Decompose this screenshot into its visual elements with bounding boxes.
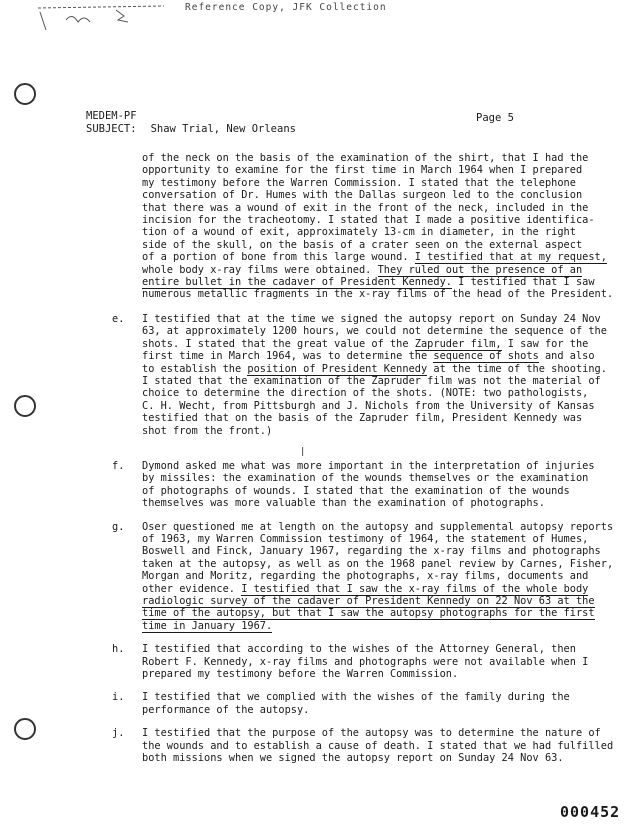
text-line: 63, at approximately 1200 hours, we could not determine the sequence of the — [142, 325, 607, 338]
text-line: radiologic survey of the cadaver of President Kennedy on 22 Nov 63 at the — [142, 595, 595, 607]
page-number: Page 5 — [476, 112, 514, 124]
text-line: first time in March 1964, was to determine the sequence of shots and also — [142, 350, 595, 363]
document-number: 000452 — [560, 803, 621, 821]
stray-mark — [86, 448, 622, 460]
item-letter: j. — [112, 727, 125, 740]
text-line: I testified that according to the wishes of the Attorney General, then — [142, 643, 576, 656]
item-letter: e. — [112, 312, 125, 325]
testimony-item — [86, 313, 622, 437]
text-line: choice to determine the direction of the shots. (NOTE: two pathologists, — [142, 387, 589, 400]
text-line: I stated that the examination of the Zapruder film was not the material of — [142, 374, 601, 387]
text-line: shots. I stated that the great value of the Zapruder film, I saw for the — [142, 337, 589, 350]
handwritten-marks — [36, 0, 166, 40]
header-stamp: Reference Copy, JFK Collection — [185, 2, 387, 13]
text-line: Morgan and Moritz, regarding the photographs, x-ray films, documents and — [142, 570, 589, 583]
text-line: to establish the position of President Kennedy at the time of the shooting. — [142, 362, 607, 375]
item-letter: f. — [112, 459, 125, 472]
binder-hole — [14, 718, 36, 740]
text-line: of 1963, my Warren Commission testimony of 1964, the statement of Humes, — [142, 532, 589, 545]
text-line: by missiles: the examination of the wounds themselves or the examination — [142, 472, 589, 485]
testimony-item — [86, 727, 622, 764]
memo-id: MEDEM-PF — [86, 110, 137, 122]
subject-value: Shaw Trial, New Orleans — [150, 123, 296, 135]
item-letter: h. — [112, 643, 125, 656]
memo-header — [86, 110, 296, 136]
item-letter: g. — [112, 520, 125, 533]
text-line: taken at the autopsy, as well as on the 1968 panel review by Carnes, Fisher, — [142, 557, 614, 570]
text-line: whole body x-ray films were obtained. They ruled out the presence of an — [142, 263, 583, 276]
text-line: time of the autopsy, but that I saw the autopsy photographs for the first — [142, 607, 595, 620]
text-line: I testified that at the time we signed the autopsy report on Sunday 24 Nov — [142, 312, 601, 325]
text-line: both missions when we signed the autopsy report on Sunday 24 Nov 63. — [142, 752, 564, 765]
text-line: Dymond asked me what was more important in the interpretation of injuries — [142, 459, 595, 472]
text-line: the wounds and to establish a cause of death. I stated that we had fulfilled — [142, 739, 614, 752]
text-line: Oser questioned me at length on the autopsy and supplemental autopsy reports — [142, 520, 614, 533]
text-line: prepared my testimony before the Warren Commission. — [142, 668, 459, 681]
text-line: performance of the autopsy. — [142, 703, 310, 716]
text-line: of the neck on the basis of the examination of the shirt, that I had the — [142, 152, 589, 164]
testimony-item — [86, 460, 622, 510]
item-letter: i. — [112, 691, 125, 704]
text-line: opportunity to examine for the first time in March 1964 when I prepared — [142, 164, 583, 177]
text-line: themselves was more valuable than the examination of photographs. — [142, 497, 545, 510]
testimony-item — [86, 691, 622, 716]
text-line: I testified that we complied with the wishes of the family during the — [142, 691, 570, 704]
text-line: tion of a wound of exit, approximately 13-cm in diameter, in the right — [142, 226, 576, 239]
text-line: numerous metallic fragments in the x-ray films of the head of the President. — [142, 288, 614, 301]
text-line: incision for the tracheotomy. I stated that I made a positive identifica- — [142, 214, 595, 227]
text-line: my testimony before the Warren Commission. I stated that the telephone — [142, 176, 576, 189]
text-line: entire bullet in the cadaver of President Kennedy. I testified that I saw — [142, 276, 595, 289]
stray-mark-glyph: | — [300, 446, 306, 457]
binder-hole — [14, 395, 36, 417]
text-line: Boswell and Finck, January 1967, regarding the x-ray films and photographs — [142, 545, 601, 558]
text-line: that there was a wound of exit in the front of the neck, included in the — [142, 201, 589, 214]
text-line: conversation of Dr. Humes with the Dallas surgeon led to the conclusion — [142, 189, 583, 202]
text-line: Robert F. Kennedy, x-ray films and photographs were not available when I — [142, 655, 589, 668]
text-line: of a portion of bone from this large wound. I testified that at my request, — [142, 251, 607, 264]
text-line: of photographs of wounds. I stated that the examination of the wounds — [142, 484, 570, 497]
text-line: shot from the front.) — [142, 424, 273, 437]
text-line: testified that on the basis of the Zapruder film, President Kennedy was — [142, 412, 583, 425]
text-line: C. H. Wecht, from Pittsburgh and J. Nichols from the University of Kansas — [142, 399, 595, 412]
memo-subject-line — [86, 123, 296, 136]
continuation-paragraph — [86, 152, 622, 301]
testimony-item — [86, 643, 622, 680]
testimony-item — [86, 521, 622, 633]
text-line: other evidence. I testified that I saw the x-ray films of the whole body — [142, 582, 589, 595]
text-line: side of the skull, on the basis of a crater seen on the external aspect — [142, 238, 583, 251]
text-line: time in January 1967. — [142, 619, 273, 632]
memo-body — [86, 152, 622, 775]
subject-label: SUBJECT: — [86, 123, 137, 135]
text-line: I testified that the purpose of the autopsy was to determine the nature of — [142, 727, 601, 740]
binder-hole — [14, 83, 36, 105]
